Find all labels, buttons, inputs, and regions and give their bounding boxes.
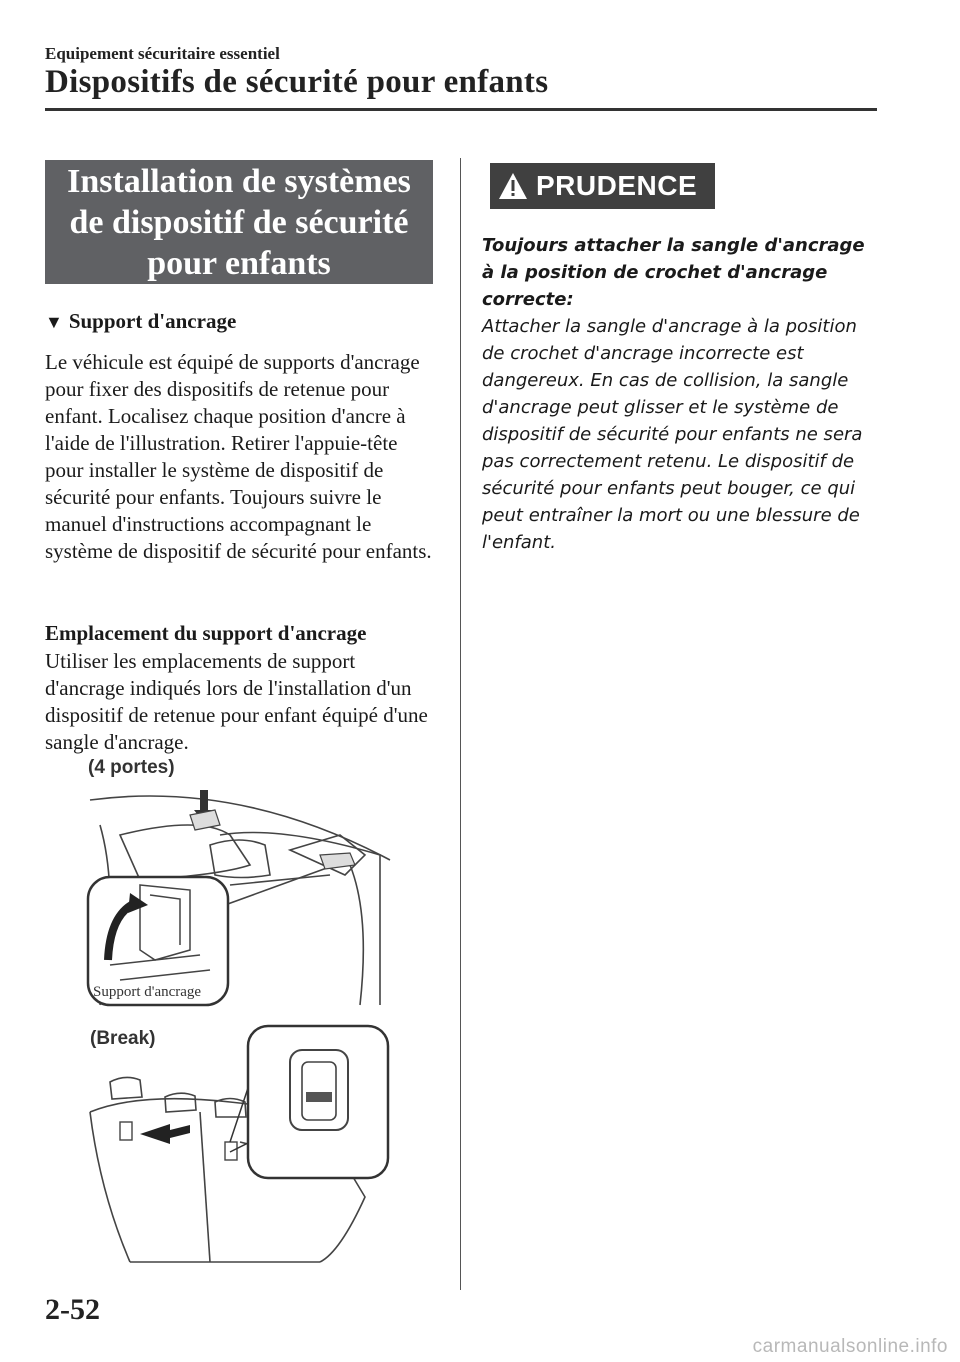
watermark: carmanualsonline.info bbox=[752, 1336, 948, 1357]
section-title-box bbox=[45, 160, 433, 284]
page-title: Dispositifs de sécurité pour enfants bbox=[45, 64, 549, 100]
down-triangle-icon: ▼ bbox=[45, 312, 63, 332]
header-divider bbox=[45, 108, 877, 111]
intro-paragraph: Le véhicule est équipé de supports d'ancrage pour fixer des dispositifs de retenue pour enfant. Localisez chaque position d'ancre à l'aide de l'illustration. Retirer l'appuie-tête pour installer le système de dispositif de sécurité pour enfants. Toujours suivre le manuel d'instructions accompagnant le système de dispositif de sécurité pour enfants. bbox=[45, 350, 432, 563]
caution-body: Attacher la sangle d'ancrage à la position de crochet d'ancrage incorrecte est dangereux. En cas de collision, la sangle d'ancrage peut glisser et le système de dispositif de sécurité pour enfants ne sera pas correctement retenu. Le dispositif de sécurité pour enfants peut bouger, ce qui peut entraîner la mort ou une blessure de l'enfant. bbox=[482, 316, 863, 553]
sedan-anchor-illustration bbox=[80, 775, 410, 1015]
caution-label: PRUDENCE bbox=[536, 170, 698, 201]
column-divider bbox=[460, 158, 461, 1290]
caution-badge bbox=[490, 163, 715, 209]
page-number: 2-52 bbox=[45, 1293, 100, 1326]
caution-bold: Toujours attacher la sangle d'ancrage à la position de crochet d'ancrage correcte: bbox=[482, 235, 865, 310]
warning-triangle-icon bbox=[490, 163, 536, 209]
wagon-anchor-illustration bbox=[80, 1022, 390, 1267]
location-paragraph: Utiliser les emplacements de support d'ancrage indiqués lors de l'installation d'un dispositif de retenue pour enfant équipé d'une sangle d'ancrage. bbox=[45, 649, 428, 754]
chapter-label: Equipement sécuritaire essentiel bbox=[45, 44, 280, 63]
location-heading: Emplacement du support d'ancrage bbox=[45, 621, 367, 645]
caution-text bbox=[482, 232, 882, 556]
figure-label-wagon: (Break) bbox=[90, 1028, 156, 1049]
figure-label-sedan: (4 portes) bbox=[88, 757, 175, 778]
subsection-heading-text: Support d'ancrage bbox=[68, 309, 237, 333]
anchor-callout-label: Support d'ancrage bbox=[93, 984, 202, 1000]
subsection-heading bbox=[45, 309, 236, 334]
section-title: Installation de systèmes de dispositif de sécurité pour enfants bbox=[67, 162, 411, 282]
